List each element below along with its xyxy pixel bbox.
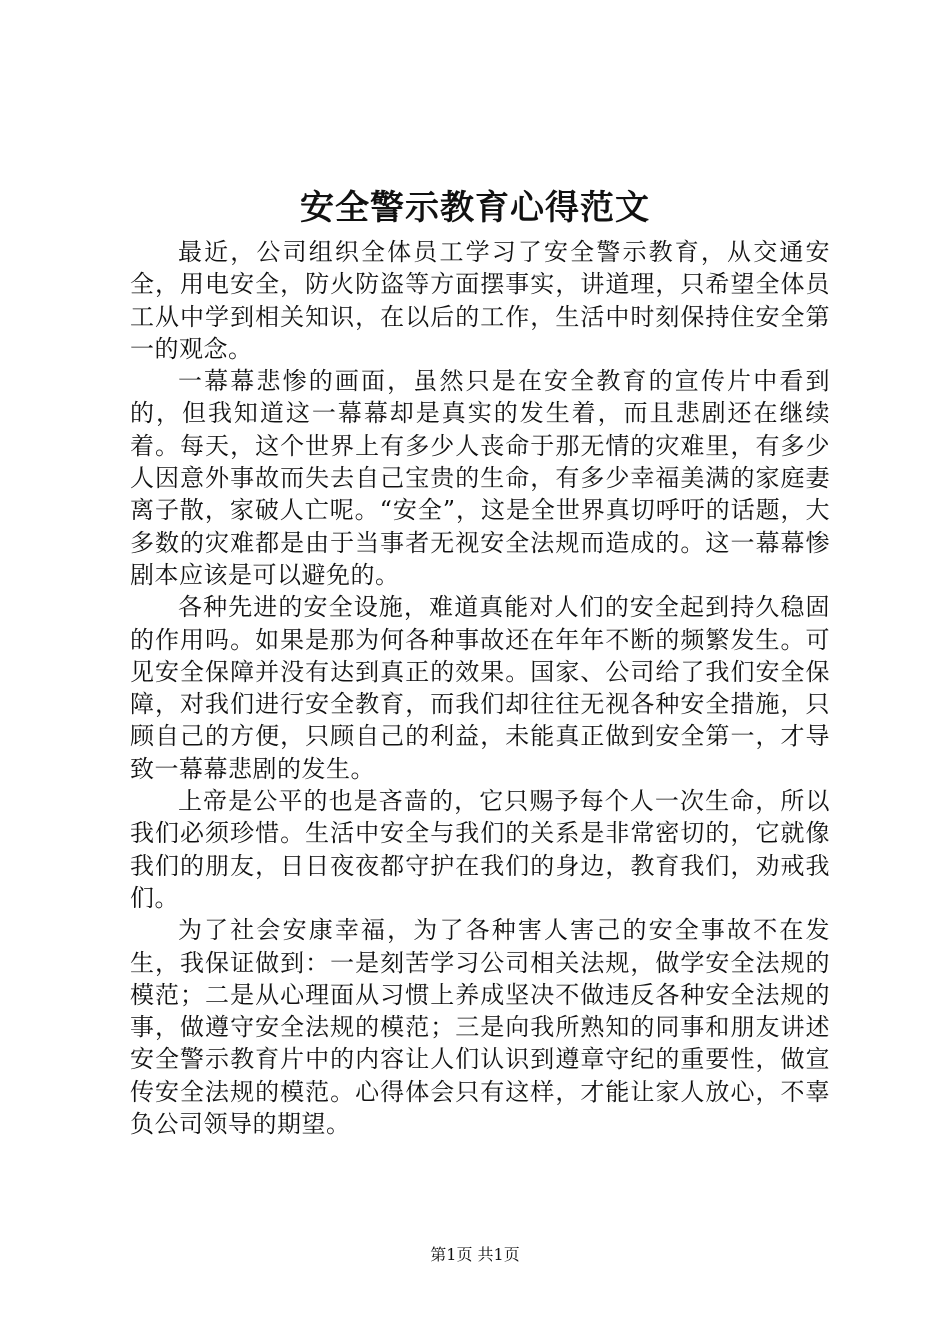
document-title: 安全警示教育心得范文 xyxy=(300,188,650,228)
paragraph-3: 各种先进的安全设施，难道真能对人们的安全起到持久稳固的作用吗。如果是那为何各种事故还在年年不断的频繁发生。可见安全保障并没有达到真正的效果。国家、公司给了我们安全保障，对我们进行安全教育，而我们却往往无视各种安全措施，只顾自己的方便，只顾自己的利益，未能真正做到安全第一，才导致一幕幕悲剧的发生。 xyxy=(130,593,830,783)
paragraph-1: 最近，公司组织全体员工学习了安全警示教育，从交通安全，用电安全，防火防盗等方面摆事实，讲道理，只希望全体员工从中学到相关知识，在以后的工作，生活中时刻保持住安全第一的观念。 xyxy=(130,238,830,363)
paragraph-4: 上帝是公平的也是吝啬的，它只赐予每个人一次生命，所以我们必须珍惜。生活中安全与我们的关系是非常密切的，它就像我们的朋友，日日夜夜都守护在我们的身边，教育我们，劝戒我们。 xyxy=(130,787,830,912)
document-body xyxy=(130,236,830,1140)
paragraph-5: 为了社会安康幸福，为了各种害人害己的安全事故不在发生，我保证做到：一是刻苦学习公司相关法规，做学安全法规的模范；二是从心理面从习惯上养成坚决不做违反各种安全法规的事，做遵守安全法规的模范；三是向我所熟知的同事和朋友讲述安全警示教育片中的内容让人们认识到遵章守纪的重要性，做宣传安全法规的模范。心得体会只有这样，才能让家人放心，不辜负公司领导的期望。 xyxy=(130,916,830,1139)
paragraph-2: 一幕幕悲惨的画面，虽然只是在安全教育的宣传片中看到的，但我知道这一幕幕却是真实的发生着，而且悲剧还在继续着。每天，这个世界上有多少人丧命于那无情的灾难里，有多少人因意外事故而失去自己宝贵的生命，有多少幸福美满的家庭妻离子散，家破人亡呢。“安全”，这是全世界真切呼吁的话题，大多数的灾难都是由于当事者无视安全法规而造成的。这一幕幕惨剧本应该是可以避免的。 xyxy=(130,367,830,589)
page-number-footer: 第1页 共1页 xyxy=(430,1245,520,1264)
